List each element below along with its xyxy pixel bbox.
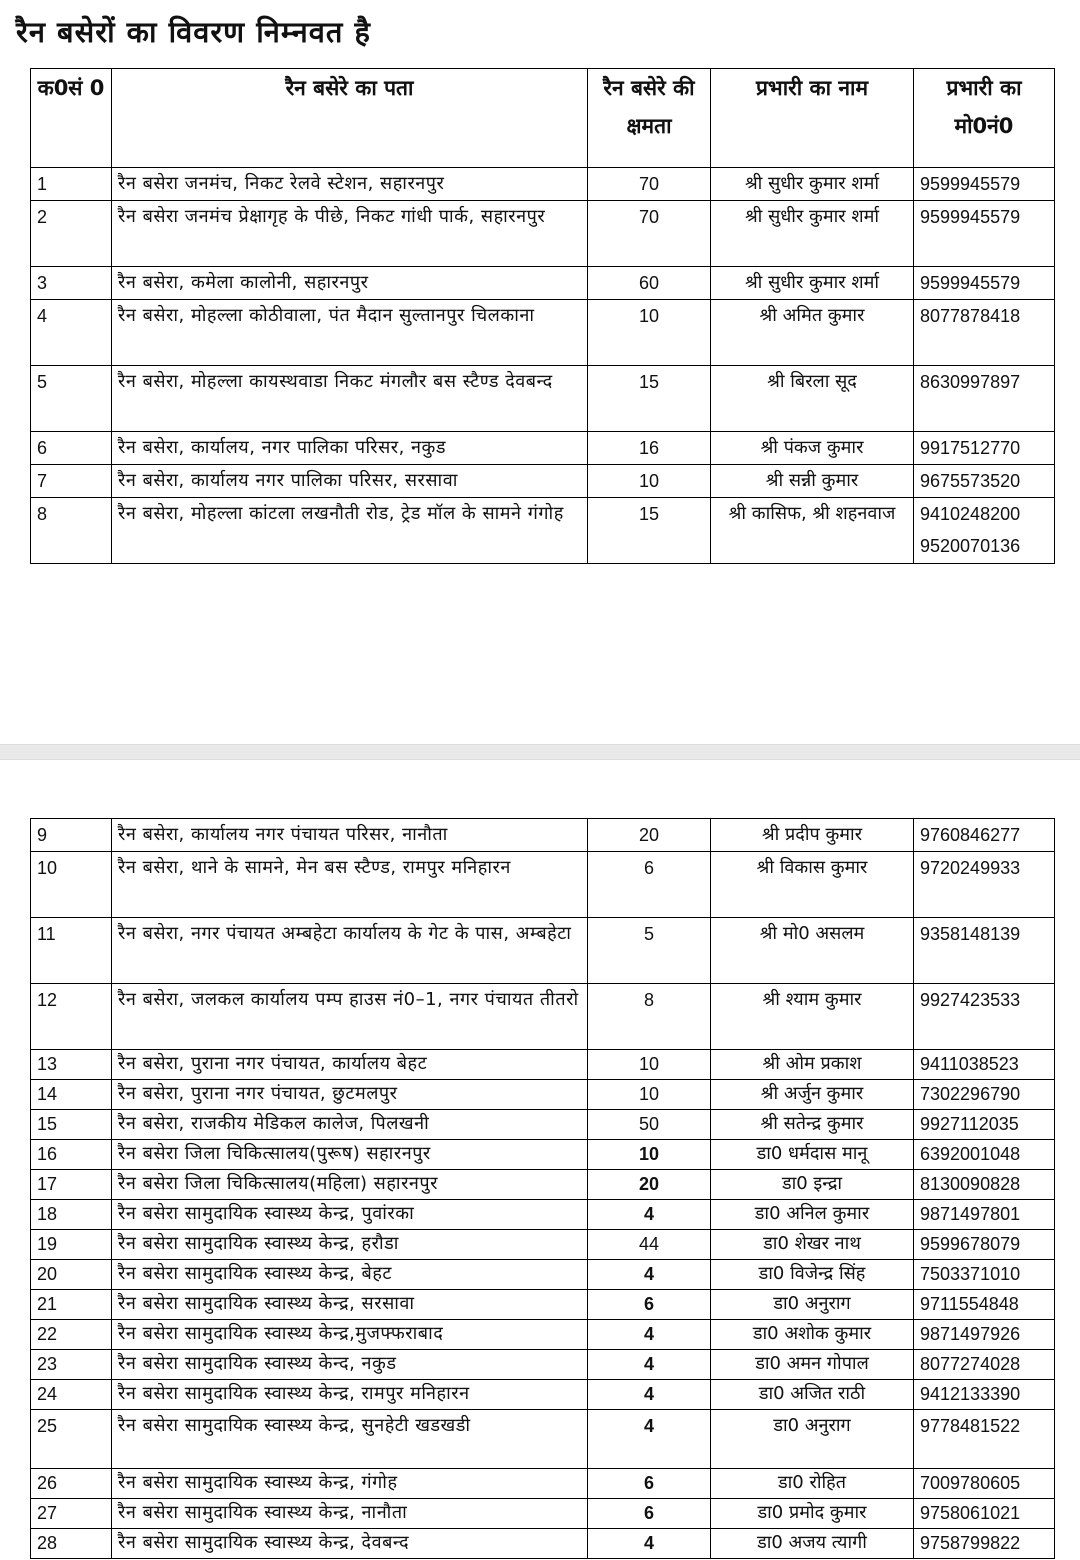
capacity-cell: 10 [588, 1050, 711, 1080]
table-row [31, 168, 1055, 201]
serial-number-cell: 2 [31, 201, 112, 267]
table-row [31, 1260, 1055, 1290]
incharge-phone-cell: 8077274028 [914, 1350, 1055, 1380]
incharge-name-cell: श्री अमित कुमार [711, 300, 914, 366]
capacity-cell: 4 [588, 1200, 711, 1230]
serial-number-cell: 12 [31, 984, 112, 1050]
table-row [31, 1200, 1055, 1230]
table-row [31, 498, 1055, 564]
capacity-cell: 6 [588, 852, 711, 918]
serial-number-cell: 21 [31, 1290, 112, 1320]
incharge-name-cell: श्री विकास कुमार [711, 852, 914, 918]
serial-number-cell: 25 [31, 1410, 112, 1469]
address-cell: रैन बसेरा, मोहल्ला कांटला लखनौती रोड, ट्रेड मॉल के सामने गंगोह [112, 498, 588, 564]
capacity-cell: 50 [588, 1110, 711, 1140]
capacity-cell: 4 [588, 1350, 711, 1380]
capacity-cell: 4 [588, 1410, 711, 1469]
table-row [31, 366, 1055, 432]
table-row [31, 984, 1055, 1050]
address-cell: रैन बसेरा, कार्यालय नगर पंचायत परिसर, नानौता [112, 819, 588, 852]
table-row [31, 1050, 1055, 1080]
capacity-cell: 60 [588, 267, 711, 300]
serial-number-cell: 14 [31, 1080, 112, 1110]
table-row [31, 1080, 1055, 1110]
capacity-cell: 44 [588, 1230, 711, 1260]
capacity-cell: 10 [588, 465, 711, 498]
incharge-name-cell: श्री मो0 असलम [711, 918, 914, 984]
capacity-cell: 16 [588, 432, 711, 465]
incharge-phone-cell: 9871497926 [914, 1320, 1055, 1350]
capacity-cell: 15 [588, 498, 711, 564]
incharge-name-cell: डा0 रोहित [711, 1469, 914, 1499]
incharge-name-cell: डा0 अनिल कुमार [711, 1200, 914, 1230]
incharge-phone-cell: 9358148139 [914, 918, 1055, 984]
table-row [31, 1529, 1055, 1559]
serial-number-cell: 5 [31, 366, 112, 432]
table-body-page1 [31, 168, 1055, 564]
capacity-cell: 4 [588, 1529, 711, 1559]
incharge-name-cell: श्री सुधीर कुमार शर्मा [711, 201, 914, 267]
address-cell: रैन बसेरा जनमंच, निकट रेलवे स्टेशन, सहारनपुर [112, 168, 588, 201]
shelter-table-page1 [30, 68, 1055, 564]
capacity-cell: 6 [588, 1499, 711, 1529]
incharge-phone-cell: 9675573520 [914, 465, 1055, 498]
address-cell: रैन बसेरा जिला चिकित्सालय(पुरूष) सहारनपुर [112, 1140, 588, 1170]
serial-number-cell: 10 [31, 852, 112, 918]
capacity-cell: 15 [588, 366, 711, 432]
incharge-name-cell: डा0 अजित राठी [711, 1380, 914, 1410]
table-row [31, 300, 1055, 366]
address-cell: रैन बसेरा सामुदायिक स्वास्थ्य केन्द्र, रामपुर मनिहारन [112, 1380, 588, 1410]
incharge-phone-cell: 9760846277 [914, 819, 1055, 852]
incharge-phone-cell: 8130090828 [914, 1170, 1055, 1200]
address-cell: रैन बसेरा सामुदायिक स्वास्थ्य केन्द्र, गंगोह [112, 1469, 588, 1499]
incharge-name-cell: श्री प्रदीप कुमार [711, 819, 914, 852]
capacity-cell: 20 [588, 1170, 711, 1200]
incharge-phone-cell: 9410248200 9520070136 [914, 498, 1055, 564]
incharge-phone-cell: 7503371010 [914, 1260, 1055, 1290]
table-row [31, 1230, 1055, 1260]
table-row [31, 267, 1055, 300]
address-cell: रैन बसेरा जिला चिकित्सालय(महिला) सहारनपुर [112, 1170, 588, 1200]
incharge-name-cell: डा0 अनुराग [711, 1410, 914, 1469]
capacity-cell: 70 [588, 168, 711, 201]
incharge-phone-cell: 7009780605 [914, 1469, 1055, 1499]
incharge-phone-cell: 9917512770 [914, 432, 1055, 465]
table-row [31, 1469, 1055, 1499]
incharge-name-cell: श्री सतेन्द्र कुमार [711, 1110, 914, 1140]
serial-number-cell: 15 [31, 1110, 112, 1140]
serial-number-cell: 13 [31, 1050, 112, 1080]
address-cell: रैन बसेरा, कमेला कालोनी, सहारनपुर [112, 267, 588, 300]
incharge-name-cell: डा0 धर्मदास मानू [711, 1140, 914, 1170]
incharge-name-cell: श्री सन्नी कुमार [711, 465, 914, 498]
serial-number-cell: 28 [31, 1529, 112, 1559]
table-header-row [31, 69, 1055, 168]
serial-number-cell: 16 [31, 1140, 112, 1170]
table-row [31, 1140, 1055, 1170]
table-row [31, 201, 1055, 267]
address-cell: रैन बसेरा सामुदायिक स्वास्थ्य केन्द्र,मुजफ्फराबाद [112, 1320, 588, 1350]
incharge-phone-cell: 9778481522 [914, 1410, 1055, 1469]
table-row [31, 465, 1055, 498]
table-row [31, 1410, 1055, 1469]
address-cell: रैन बसेरा, मोहल्ला कायस्थवाडा निकट मंगलौर बस स्टैण्ड देवबन्द [112, 366, 588, 432]
incharge-phone-cell: 9412133390 [914, 1380, 1055, 1410]
header-address: रैन बसेरे का पता [112, 69, 588, 168]
incharge-phone-cell: 9720249933 [914, 852, 1055, 918]
address-cell: रैन बसेरा, जलकल कार्यालय पम्प हाउस नं0–1, नगर पंचायत तीतरो [112, 984, 588, 1050]
incharge-name-cell: डा0 अजय त्यागी [711, 1529, 914, 1559]
serial-number-cell: 24 [31, 1380, 112, 1410]
address-cell: रैन बसेरा सामुदायिक स्वास्थ्य केन्द्र, सुनहेटी खडखडी [112, 1410, 588, 1469]
address-cell: रैन बसेरा सामुदायिक स्वास्थ्य केन्द्र, पुवांरका [112, 1200, 588, 1230]
incharge-phone-cell: 9411038523 [914, 1050, 1055, 1080]
table-row [31, 1320, 1055, 1350]
address-cell: रैन बसेरा, राजकीय मेडिकल कालेज, पिलखनी [112, 1110, 588, 1140]
serial-number-cell: 19 [31, 1230, 112, 1260]
serial-number-cell: 9 [31, 819, 112, 852]
incharge-name-cell: श्री कासिफ, श्री शहनवाज [711, 498, 914, 564]
capacity-cell: 70 [588, 201, 711, 267]
incharge-phone-cell: 9599945579 [914, 267, 1055, 300]
table-row [31, 852, 1055, 918]
address-cell: रैन बसेरा, कार्यालय, नगर पालिका परिसर, नकुड [112, 432, 588, 465]
incharge-name-cell: श्री अर्जुन कुमार [711, 1080, 914, 1110]
capacity-cell: 4 [588, 1380, 711, 1410]
header-serial: क0सं 0 [31, 69, 112, 168]
table-row [31, 1110, 1055, 1140]
address-cell: रैन बसेरा, नगर पंचायत अम्बहेटा कार्यालय के गेट के पास, अम्बहेटा [112, 918, 588, 984]
incharge-phone-cell: 9927423533 [914, 984, 1055, 1050]
serial-number-cell: 1 [31, 168, 112, 201]
serial-number-cell: 26 [31, 1469, 112, 1499]
table-row [31, 819, 1055, 852]
address-cell: रैन बसेरा सामुदायिक स्वास्थ्य केन्द्र, नानौता [112, 1499, 588, 1529]
table-row [31, 1499, 1055, 1529]
table-row [31, 1290, 1055, 1320]
address-cell: रैन बसेरा, कार्यालय नगर पालिका परिसर, सरसावा [112, 465, 588, 498]
incharge-name-cell: डा0 इन्द्रा [711, 1170, 914, 1200]
header-capacity: रैन बसेरे की क्षमता [588, 69, 711, 168]
incharge-name-cell: श्री बिरला सूद [711, 366, 914, 432]
table-row [31, 432, 1055, 465]
page-title: रैन बसेरों का विवरण निम्नवत है [16, 15, 371, 49]
serial-number-cell: 17 [31, 1170, 112, 1200]
shelter-table-page2 [30, 818, 1055, 1559]
table-body-page2 [31, 819, 1055, 1559]
incharge-name-cell: डा0 प्रमोद कुमार [711, 1499, 914, 1529]
serial-number-cell: 27 [31, 1499, 112, 1529]
capacity-cell: 4 [588, 1260, 711, 1290]
address-cell: रैन बसेरा जनमंच प्रेक्षागृह के पीछे, निकट गांधी पार्क, सहारनपुर [112, 201, 588, 267]
address-cell: रैन बसेरा सामुदायिक स्वास्थ्य केन्द्र, हरौडा [112, 1230, 588, 1260]
incharge-name-cell: डा0 अनुराग [711, 1290, 914, 1320]
incharge-phone-cell: 8077878418 [914, 300, 1055, 366]
incharge-phone-cell: 9599945579 [914, 201, 1055, 267]
address-cell: रैन बसेरा, थाने के सामने, मेन बस स्टैण्ड, रामपुर मनिहारन [112, 852, 588, 918]
page-separator [0, 744, 1080, 760]
table-row [31, 1380, 1055, 1410]
incharge-phone-cell: 9758061021 [914, 1499, 1055, 1529]
capacity-cell: 6 [588, 1469, 711, 1499]
capacity-cell: 5 [588, 918, 711, 984]
header-incharge-phone: प्रभारी का मो0नं0 [914, 69, 1055, 168]
incharge-phone-cell: 6392001048 [914, 1140, 1055, 1170]
address-cell: रैन बसेरा सामुदायिक स्वास्थ्य केन्द्र, देवबन्द [112, 1529, 588, 1559]
incharge-phone-cell: 9711554848 [914, 1290, 1055, 1320]
table-row [31, 918, 1055, 984]
incharge-name-cell: श्री सुधीर कुमार शर्मा [711, 168, 914, 201]
capacity-cell: 10 [588, 300, 711, 366]
incharge-name-cell: श्री पंकज कुमार [711, 432, 914, 465]
serial-number-cell: 6 [31, 432, 112, 465]
capacity-cell: 6 [588, 1290, 711, 1320]
capacity-cell: 8 [588, 984, 711, 1050]
table-row [31, 1170, 1055, 1200]
capacity-cell: 10 [588, 1080, 711, 1110]
serial-number-cell: 22 [31, 1320, 112, 1350]
incharge-phone-cell: 9871497801 [914, 1200, 1055, 1230]
capacity-cell: 20 [588, 819, 711, 852]
incharge-name-cell: श्री श्याम कुमार [711, 984, 914, 1050]
serial-number-cell: 7 [31, 465, 112, 498]
incharge-phone-cell: 9599678079 [914, 1230, 1055, 1260]
serial-number-cell: 3 [31, 267, 112, 300]
incharge-name-cell: डा0 अशोक कुमार [711, 1320, 914, 1350]
serial-number-cell: 8 [31, 498, 112, 564]
serial-number-cell: 20 [31, 1260, 112, 1290]
incharge-phone-cell: 9599945579 [914, 168, 1055, 201]
incharge-phone-cell: 9758799822 [914, 1529, 1055, 1559]
address-cell: रैन बसेरा सामुदायिक स्वास्थ्य केन्द्र, सरसावा [112, 1290, 588, 1320]
address-cell: रैन बसेरा सामुदायिक स्वास्थ्य केन्द्र, बेहट [112, 1260, 588, 1290]
table-row [31, 1350, 1055, 1380]
incharge-name-cell: डा0 विजेन्द्र सिंह [711, 1260, 914, 1290]
address-cell: रैन बसेरा, मोहल्ला कोठीवाला, पंत मैदान सुल्तानपुर चिलकाना [112, 300, 588, 366]
address-cell: रैन बसेरा, पुराना नगर पंचायत, छुटमलपुर [112, 1080, 588, 1110]
incharge-phone-cell: 9927112035 [914, 1110, 1055, 1140]
capacity-cell: 10 [588, 1140, 711, 1170]
address-cell: रैन बसेरा, पुराना नगर पंचायत, कार्यालय बेहट [112, 1050, 588, 1080]
incharge-phone-cell: 7302296790 [914, 1080, 1055, 1110]
incharge-name-cell: श्री सुधीर कुमार शर्मा [711, 267, 914, 300]
incharge-name-cell: डा0 अमन गोपाल [711, 1350, 914, 1380]
incharge-name-cell: डा0 शेखर नाथ [711, 1230, 914, 1260]
serial-number-cell: 23 [31, 1350, 112, 1380]
incharge-name-cell: श्री ओम प्रकाश [711, 1050, 914, 1080]
serial-number-cell: 18 [31, 1200, 112, 1230]
serial-number-cell: 11 [31, 918, 112, 984]
incharge-phone-cell: 8630997897 [914, 366, 1055, 432]
serial-number-cell: 4 [31, 300, 112, 366]
address-cell: रैन बसेरा सामुदायिक स्वास्थ्य केन्द, नकुड [112, 1350, 588, 1380]
capacity-cell: 4 [588, 1320, 711, 1350]
header-incharge-name: प्रभारी का नाम [711, 69, 914, 168]
